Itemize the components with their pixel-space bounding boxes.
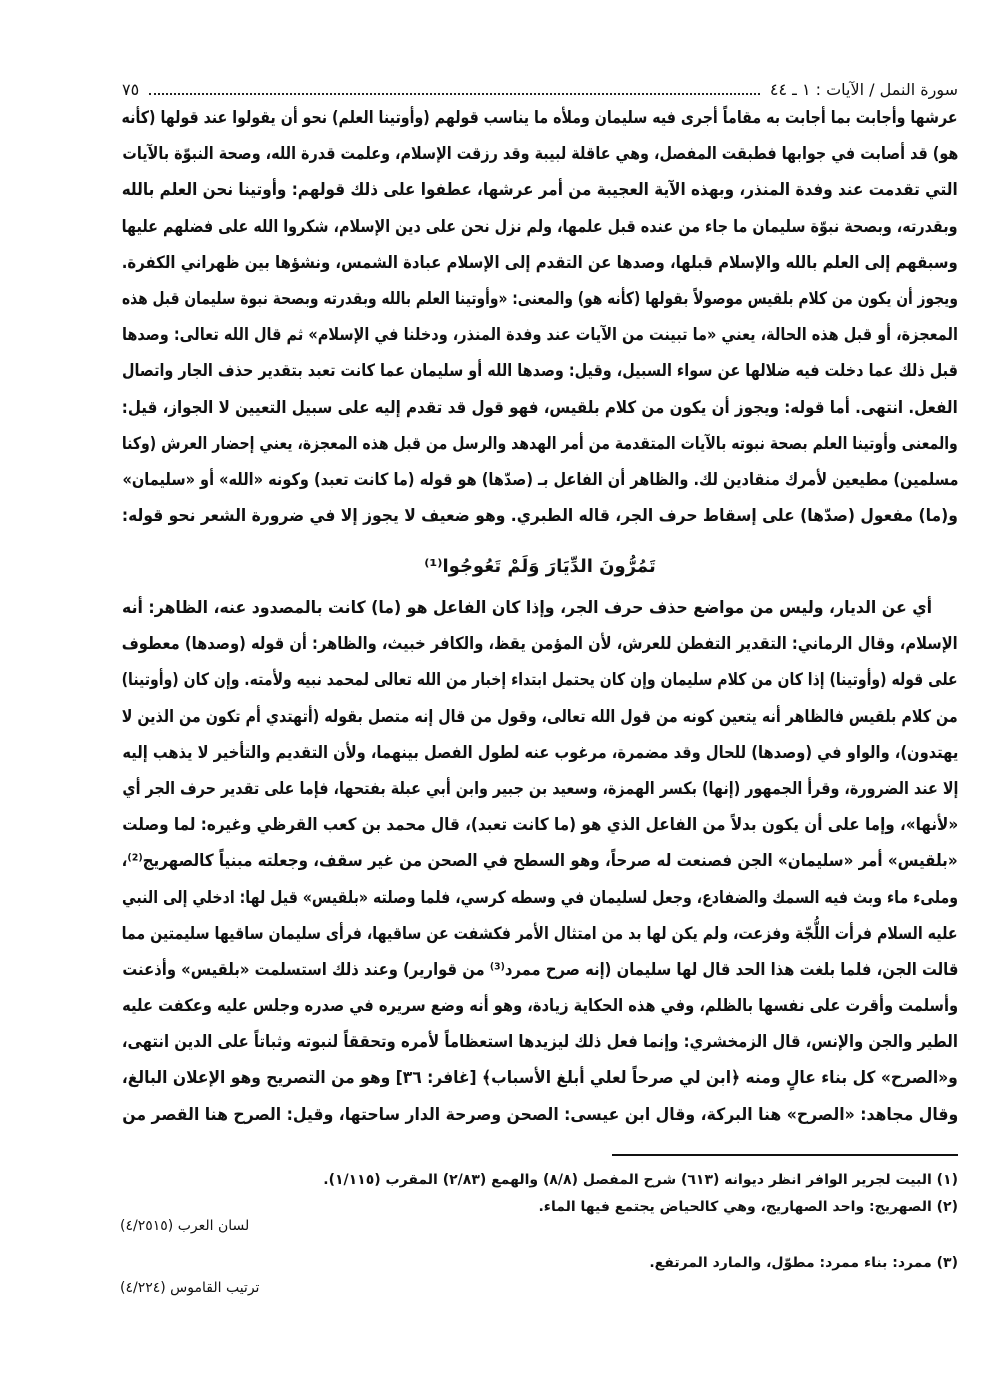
text-line-content: الطير والجن والإنس، قال الزمخشري: وإنما فعل ذلك ليزيدها استعظاماً لأمره وتحققاً لنبوته وثباتاً على الدين انتهى،	[122, 1032, 958, 1053]
text-line	[122, 353, 958, 389]
text-line	[122, 590, 958, 626]
text-line	[122, 1097, 958, 1133]
text-line	[122, 771, 958, 807]
text-line-content: يهتدون)، والواو في (وصدها) للحال وقد مضمرة، مرغوب عنه لطول الفصل بينهما، ولأن التقديم والتأخير لا يذهب إليه	[122, 742, 958, 763]
text-line-content: «بلقيس» أمر «سليمان» الجن فصنعت له صرحاً، وهو السطح في الصحن من غير سقف، وجعلته مبنياً كالصهريج⁽²⁾،	[122, 851, 958, 872]
text-line	[122, 245, 958, 281]
text-line	[122, 209, 958, 245]
text-line-content: و(ما) مفعول (صدّها) على إسقاط حرف الجر، قاله الطبري. وهو ضعيف لا يجوز إلا في ضرورة الشعر نحو قوله:	[122, 506, 958, 527]
text-line	[122, 136, 958, 172]
text-line-content: و«الصرح» كل بناء عالٍ ومنه ﴿ابن لي صرحاً لعلي أبلغ الأسباب﴾ [غافر: ٣٦] وهو من التصريح وهو الإعلان البالغ،	[122, 1068, 958, 1089]
text-line-content: «لأنها»، وإما على أن يكون بدلاً من الفاعل الذي هو (ما كانت تعبد)، قال محمد بن كعب القرظي وغيره: لما وصلت	[122, 815, 958, 836]
text-line	[122, 807, 958, 843]
text-line	[122, 880, 958, 916]
text-line	[122, 735, 958, 771]
text-line-content: من كلام بلقيس فالظاهر أنه يتعين كونه من قول الله تعالى، وقول من قال إنه متصل بقوله (أتهتدي أم تكون من الذين لا	[122, 706, 958, 727]
text-line	[122, 100, 958, 136]
body-text-part1	[122, 100, 958, 534]
text-line	[122, 699, 958, 735]
text-line-content: ويجوز أن يكون من كلام بلقيس موصولاً بقولها (كأنه هو) والمعنى: «وأوتينا العلم بالله وبقدرته وبصحة نبوة سليمان قبل هذه	[122, 288, 958, 309]
text-line-content: عليه السلام فرأت اللُّجّة وفزعت، ولم يكن لها بد من امتثال الأمر فكشفت عن ساقيها، فرأى سليمان ساقيها سليمتين مما	[122, 923, 958, 944]
text-line-content: قبل ذلك عما دخلت فيه ضلالها عن سواء السبيل، وقيل: وصدها الله أو سليمان عما كانت تعبد بتقدير حذف الجار واتصال	[122, 361, 958, 382]
text-line-content: وقال مجاهد: «الصرح» هنا البركة، وقال ابن عيسى: الصحن وصرحة الدار ساحتها، وقيل: الصرح هنا القصر من	[122, 1104, 958, 1125]
header-leader-dots	[149, 83, 760, 95]
text-line	[122, 172, 958, 208]
text-line-content: التي تقدمت عند وفدة المنذر، وبهذه الآية العجيبة من أمر عرشها، عطفوا على ذلك قولهم: وأوتينا نحن العلم بالله	[122, 180, 958, 201]
text-line-content: وأسلمت وأقرت على نفسها بالظلم، وفي هذه الحكاية زيادة، وهو أنه وضع سريره في صدره وجلس عليه وعكفت عليه	[122, 996, 958, 1017]
text-line	[122, 462, 958, 498]
margin-note-lisan: لسان العرب (٤/٢٥١٥)	[120, 1218, 250, 1234]
poetry-verse: تَمُرُّونَ الدِّيَارَ وَلَمْ تَعُوجُوا⁽¹⁾	[424, 556, 656, 577]
text-line	[122, 426, 958, 462]
page-number: ٧٥	[122, 79, 140, 99]
body-text-part2	[122, 590, 958, 1135]
footnote-2: (٢) الصهريج: واحد الصهاريج، وهي كالحياض يجتمع فيها الماء.	[538, 1199, 958, 1215]
text-line	[122, 1060, 958, 1096]
footnote-separator	[612, 1154, 958, 1156]
text-line-content: على قوله (وأوتينا) إذا كان من كلام سليمان وإن كان يحتمل ابتداء إخبار من الله تعالى لمحمد نبيه ولأمته. وإن كان (وأوتينا)	[122, 670, 958, 691]
text-line-content: مسلمين) مطيعين لأمرك منقادين لك. والظاهر أن الفاعل بـ (صدّها) هو قوله (ما كانت تعبد) وكونه «الله» أو «سليمان»	[122, 469, 958, 490]
footnote-1: (١) البيت لجرير الوافر انظر ديوانه (٦١٣) شرح المفصل (٨/٨) والهمع (٢/٨٣) المقرب (١/١١٥).	[323, 1172, 958, 1188]
text-line-content: عرشها وأجابت بما أجابت به مقاماً أجرى فيه سليمان وملأه ما يناسب قولهم (وأوتينا العلم) نحو أن يقولوا عند قولها (كأنه	[122, 108, 958, 128]
text-line-content: قالت الجن، فلما بلغت هذا الحد قال لها سليمان (إنه صرح ممرد⁽³⁾ من قوارير) وعند ذلك استسلمت «بلقيس» وأذعنت	[122, 959, 958, 980]
text-line	[122, 843, 958, 879]
text-line	[122, 390, 958, 426]
text-line-content: هو) قد أصابت في جوابها فطبقت المفصل، وهي عاقلة لبيبة وقد رزقت الإسلام، وعلمت قدرة الله، وصحة النبوّة بالآيات	[122, 144, 958, 165]
text-line	[122, 498, 958, 534]
text-line	[122, 988, 958, 1024]
text-line-content: الفعل. انتهى. أما قوله: ويجوز أن يكون من كلام بلقيس، فهو قول قد تقدم إليه على سبيل التعيين لا الجواز، قيل:	[122, 397, 958, 418]
text-line	[122, 626, 958, 662]
text-line-content: وبقدرته، وبصحة نبوّة سليمان ما جاء من عنده قبل علمها، ولم نزل نحن على دين الإسلام، شكروا الله على فضلهم عليها	[122, 216, 958, 237]
running-header	[122, 76, 958, 102]
text-line	[122, 317, 958, 353]
text-line	[122, 281, 958, 317]
text-line-content: أي عن الديار، وليس من مواضع حذف حرف الجر، وإذا كان الفاعل هو (ما) كانت بالمصدود عنه، الظاهر: أنه	[122, 598, 933, 618]
text-line	[122, 916, 958, 952]
text-line-content: الإسلام، وقال الرماني: التقدير التفطن للعرش، لأن المؤمن يقظ، والكافر خبيث، والظاهر: أن قوله (وصدها) معطوف	[122, 634, 958, 655]
text-line-content: وملىء ماء وبث فيه السمك والضفادع، وجعل لسليمان في وسطه كرسي، فلما وصلته «بلقيس» قيل لها: ادخلي إلى النبي	[122, 887, 958, 908]
text-line-content: المعجزة، أو قبل هذه الحالة، يعني «ما تبينت من الآيات عند وفدة المنذر، ودخلنا في الإسلام» ثم قال الله تعالى: وصدها	[122, 325, 958, 346]
text-line	[122, 952, 958, 988]
header-title: سورة النمل / الآيات : ١ ـ ٤٤	[769, 79, 958, 99]
text-line	[122, 1024, 958, 1060]
footnote-3: (٣) ممرد: بناء ممرد: مطوّل، والمارد المرتفع.	[649, 1255, 958, 1271]
text-line-content: إلا عند الضرورة، وقرأ الجمهور (إنها) بكسر الهمزة، وسعيد بن جبير وابن أبي عبلة بفتحها، فإما على تقدير حرف الجر أي	[122, 778, 958, 799]
margin-note-qamus: ترتيب القاموس (٤/٢٢٤)	[120, 1280, 260, 1296]
text-line-content: وسبقهم إلى العلم بالله والإسلام قبلها، وصدها عن التقدم إلى الإسلام عبادة الشمس، ونشؤها بين ظهراني الكفرة.	[122, 252, 958, 273]
text-line	[122, 662, 958, 698]
text-line-content: والمعنى وأوتينا العلم بصحة نبوته بالآيات المتقدمة من أمر الهدهد والرسل من قبل هذه المعجزة، يعني إحضار العرش (وكنا	[122, 433, 958, 454]
